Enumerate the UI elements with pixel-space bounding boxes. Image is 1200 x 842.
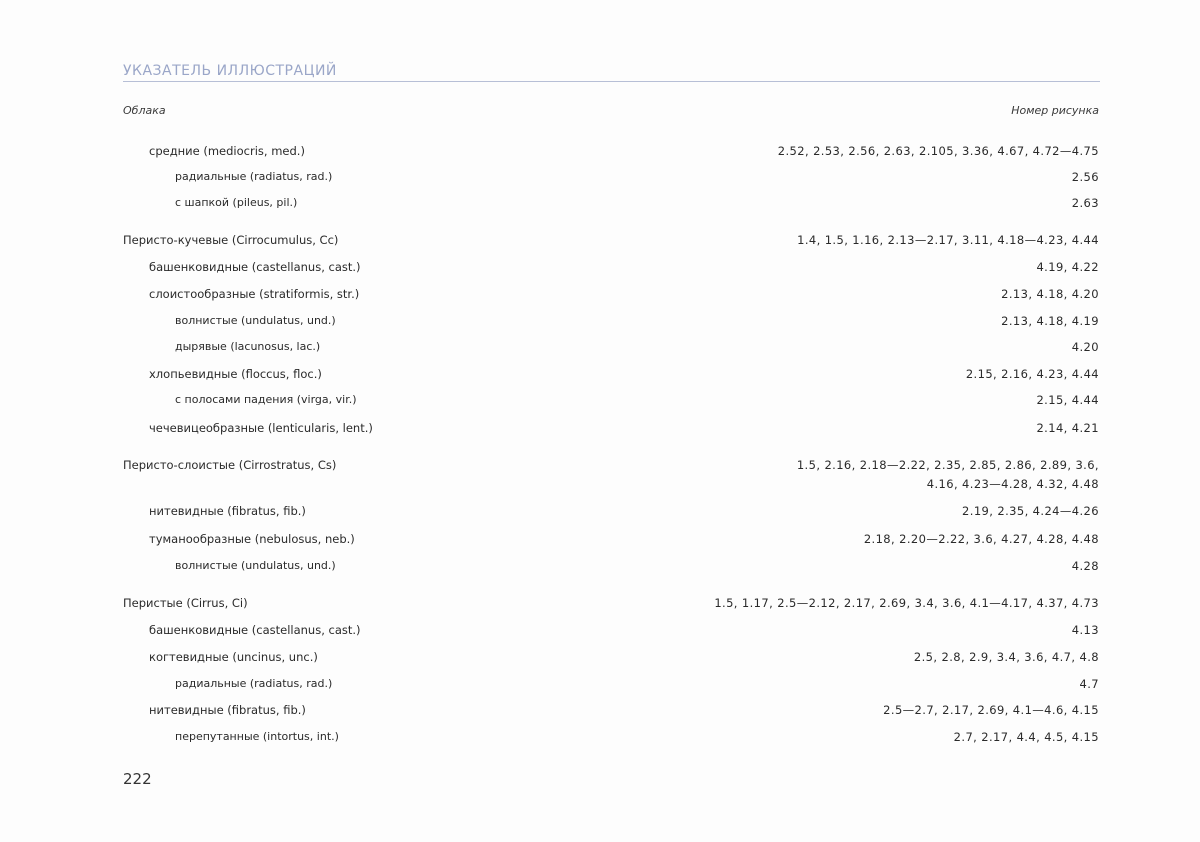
- entry-name: Перистые (Cirrus, Ci): [123, 596, 248, 610]
- entry-figure-numbers: 2.7, 2.17, 4.4, 4.5, 4.15: [953, 730, 1099, 744]
- entry-figure-numbers: 2.18, 2.20—2.22, 3.6, 4.27, 4.28, 4.48: [863, 532, 1099, 546]
- entry-figure-numbers: 1.5, 1.17, 2.5—2.12, 2.17, 2.69, 3.4, 3.6, 4.1—4.17, 4.37, 4.73: [714, 596, 1099, 610]
- entry-name: хлопьевидные (floccus, floc.): [149, 367, 322, 381]
- entry-name: с шапкой (pileus, pil.): [175, 196, 298, 209]
- entry-figure-numbers: 2.13, 4.18, 4.20: [1001, 287, 1099, 301]
- entry-figure-numbers: 2.15, 4.44: [1036, 393, 1099, 407]
- entry-name: чечевицеобразные (lenticularis, lent.): [149, 421, 373, 435]
- page-number: 222: [123, 770, 152, 788]
- entry-name: Перисто-кучевые (Cirrocumulus, Cc): [123, 233, 339, 247]
- entry-figure-numbers: 2.5, 2.8, 2.9, 3.4, 3.6, 4.7, 4.8: [913, 650, 1099, 664]
- entry-name: радиальные (radiatus, rad.): [175, 170, 333, 183]
- entry-figure-numbers-continued: 4.16, 4.23—4.28, 4.32, 4.48: [926, 477, 1099, 491]
- entry-figure-numbers: 4.20: [1071, 340, 1099, 354]
- entry-figure-numbers: 4.7: [1079, 677, 1099, 691]
- entry-figure-numbers: 2.13, 4.18, 4.19: [1001, 314, 1099, 328]
- entry-figure-numbers: 4.28: [1071, 559, 1099, 573]
- entry-name: слоистообразные (stratiformis, str.): [149, 287, 360, 301]
- entry-name: с полосами падения (virga, vir.): [175, 393, 357, 406]
- entry-name: туманообразные (nebulosus, neb.): [149, 532, 355, 546]
- entry-figure-numbers: 2.15, 2.16, 4.23, 4.44: [965, 367, 1099, 381]
- page-header-title: УКАЗАТЕЛЬ ИЛЛЮСТРАЦИЙ: [123, 63, 337, 79]
- entry-name: нитевидные (fibratus, fib.): [149, 504, 306, 518]
- entry-name: волнистые (undulatus, und.): [175, 559, 336, 572]
- entry-figure-numbers: 2.19, 2.35, 4.24—4.26: [962, 504, 1099, 518]
- column-header-figure-number: Номер рисунка: [1011, 104, 1099, 117]
- entry-name: башенковидные (castellanus, cast.): [149, 623, 361, 637]
- entry-name: когтевидные (uncinus, unc.): [149, 650, 318, 664]
- header-rule: [123, 81, 1100, 82]
- entry-name: средние (mediocris, med.): [149, 144, 305, 158]
- entry-name: нитевидные (fibratus, fib.): [149, 703, 306, 717]
- entry-figure-numbers: 4.13: [1071, 623, 1099, 637]
- entry-name: дырявые (lacunosus, lac.): [175, 340, 321, 353]
- entry-figure-numbers: 2.56: [1071, 170, 1099, 184]
- entry-name: перепутанные (intortus, int.): [175, 730, 339, 743]
- entry-figure-numbers: 1.5, 2.16, 2.18—2.22, 2.35, 2.85, 2.86, 2.89, 3.6,: [796, 458, 1099, 472]
- entry-name: волнистые (undulatus, und.): [175, 314, 336, 327]
- entry-name: радиальные (radiatus, rad.): [175, 677, 333, 690]
- entry-name: Перисто-слоистые (Cirrostratus, Cs): [123, 458, 337, 472]
- entry-figure-numbers: 2.52, 2.53, 2.56, 2.63, 2.105, 3.36, 4.67, 4.72—4.75: [777, 144, 1099, 158]
- entry-figure-numbers: 4.19, 4.22: [1036, 260, 1099, 274]
- column-header-clouds: Облака: [123, 104, 166, 117]
- entry-name: башенковидные (castellanus, cast.): [149, 260, 361, 274]
- entry-figure-numbers: 2.5—2.7, 2.17, 2.69, 4.1—4.6, 4.15: [883, 703, 1099, 717]
- entry-figure-numbers: 2.14, 4.21: [1036, 421, 1099, 435]
- entry-figure-numbers: 1.4, 1.5, 1.16, 2.13—2.17, 3.11, 4.18—4.23, 4.44: [797, 233, 1099, 247]
- entry-figure-numbers: 2.63: [1071, 196, 1099, 210]
